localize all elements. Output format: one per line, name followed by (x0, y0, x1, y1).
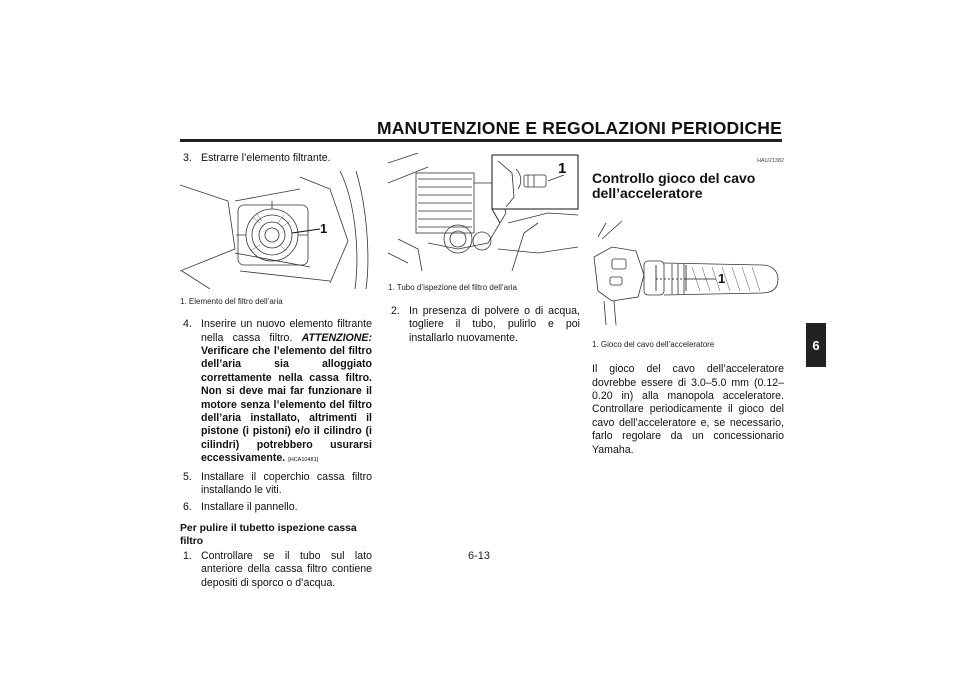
step-3 (180, 152, 372, 165)
subheading: Per pulire il tubetto ispezione cassa filtro (180, 522, 357, 548)
step-number: 4. (183, 318, 192, 331)
step-number: 6. (183, 500, 192, 513)
title-rule (180, 139, 782, 142)
step-number: 5. (183, 470, 192, 483)
step-text: In presenza di polvere o di acqua, togliere il tubo, pulirlo e poi installarlo nuovamente. (409, 304, 580, 344)
inspection-hose-figure (388, 153, 580, 277)
warning-code: [HCA10481] (288, 457, 319, 464)
figure-callout: 1 (558, 160, 567, 177)
figure-callout: 1 (320, 221, 328, 237)
step-5 (180, 471, 372, 498)
chapter-tab: 6 (806, 323, 826, 367)
air-filter-element-figure (180, 171, 372, 293)
sub-step-1 (180, 550, 372, 590)
warning-text: Verificare che l’elemento del filtro dell’aria sia alloggiato correttamente nella cassa filtro. Non si deve mai far funzionare il motore senza l’elemento del filtro dell’aria installato, altrimenti il pistone (i pistoni) e/o il cilindro (i cilindri) potrebbero usurarsi eccessivamente. (201, 345, 372, 465)
step-text: Estrarre l’elemento filtrante. (201, 152, 331, 164)
figure-caption: 1. Tubo d’ispezione del filtro dell’aria (388, 283, 517, 293)
section-code: HAU21382 (757, 158, 784, 164)
column-left (180, 152, 372, 593)
throttle-cable-figure (592, 217, 784, 333)
step-number: 2. (391, 304, 400, 317)
figure-caption: 1. Elemento del filtro dell’aria (180, 296, 283, 306)
step-number: 1. (183, 549, 192, 562)
section-title: Controllo gioco del cavo dell’acceleratore (592, 170, 756, 202)
body-paragraph: Il gioco del cavo dell’acceleratore dovrebbe essere di 3.0–5.0 mm (0.12–0.20 in) alla manopola acceleratore. Controllare periodicamente il gioco del cavo dell’acceleratore e, se necessario, farlo regolare da un concessionario Yamaha. (592, 363, 784, 456)
step-text: Controllare se il tubo sul lato anteriore della cassa filtro contiene depositi di sporco o d’acqua. (201, 549, 372, 589)
inspection-hose-illustration (388, 153, 580, 273)
air-filter-element-illustration (180, 171, 372, 289)
column-right (592, 153, 784, 457)
figure-callout: 1 (718, 271, 726, 287)
step-2 (388, 305, 580, 345)
column-middle (388, 153, 580, 348)
warning-label: ATTENZIONE: (301, 331, 372, 344)
step-number: 3. (183, 152, 192, 164)
step-text: Inserire un nuovo elemento filtrante nella cassa filtro. (201, 318, 372, 344)
throttle-cable-illustration (592, 217, 784, 329)
step-text: Installare il pannello. (201, 500, 298, 513)
page-number: 6-13 (468, 550, 491, 562)
page-title: MANUTENZIONE E REGOLAZIONI PERIODICHE (376, 118, 782, 138)
figure-caption: 1. Gioco del cavo dell’acceleratore (592, 339, 715, 349)
step-4 (180, 318, 372, 467)
step-6 (180, 501, 372, 514)
step-text: Installare il coperchio cassa filtro installando le viti. (201, 470, 372, 497)
